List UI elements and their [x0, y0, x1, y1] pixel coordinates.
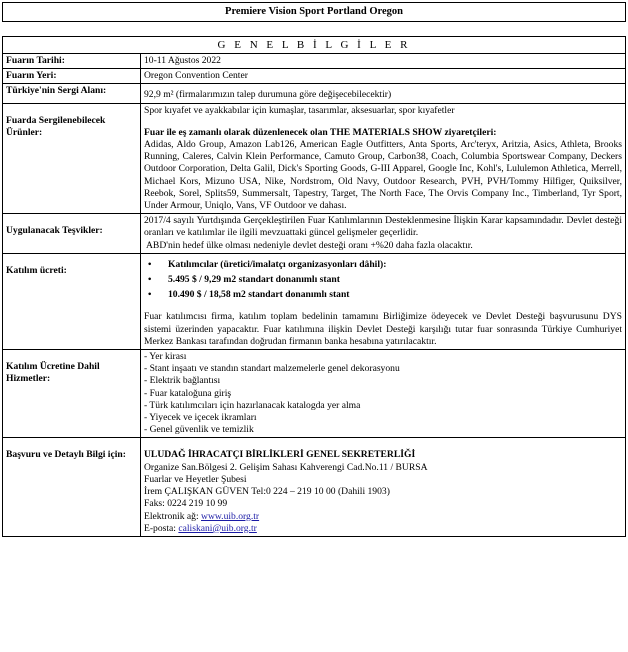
website-link[interactable]: www.uib.org.tr — [201, 510, 260, 522]
fee-item: • 5.495 $ / 9,29 m2 standart donanımlı stant — [158, 274, 622, 286]
list-item: - Yiyecek ve içecek ikramları — [144, 412, 257, 424]
services-cell — [141, 350, 626, 438]
incentives-cell — [141, 214, 626, 254]
products-intro: Spor kıyafet ve ayakkabılar için kumaşlar, tasarımlar, aksesuarlar, spor kıyafetler — [144, 104, 455, 116]
contact-org: ULUDAĞ İHRACATÇI BİRLİKLERİ GENEL SEKRETERLİĞİ — [144, 449, 416, 461]
fee-label-cell — [3, 253, 141, 349]
incentives-label: Uygulanacak Teşvikler: — [6, 225, 103, 237]
list-item: - Genel güvenlik ve temizlik — [144, 424, 254, 436]
contact-label-cell — [3, 438, 141, 536]
table-row — [3, 350, 626, 438]
table-row — [3, 84, 626, 103]
services-label: Katılım Ücretine Dahil Hizmetler: — [6, 361, 100, 385]
services-label-cell — [3, 350, 141, 438]
contact-person: İrem ÇALIŞKAN GÜVEN Tel:0 224 – 219 10 00 (Dahili 1903) — [144, 486, 390, 498]
turkey-area-value: 92,9 m² (firmalarımızın talep durumuna göre değişecebilecektir) — [144, 89, 392, 101]
contact-label: Başvuru ve Detaylı Bilgi için: — [6, 449, 126, 461]
list-item: - Türk katılımcıları için hazırlanacak katalogda yer alma — [144, 399, 361, 411]
list-item: - Fuar kataloğuna giriş — [144, 387, 232, 399]
contact-web-line — [144, 511, 622, 523]
table-row — [3, 103, 626, 214]
fair-date-value: 10-11 Ağustos 2022 — [141, 54, 626, 69]
services-list — [144, 351, 622, 436]
fee-label: Katılım ücreti: — [6, 264, 67, 276]
contact-dept: Fuarlar ve Heyetler Şubesi — [144, 473, 247, 485]
fair-date-label: Fuarın Tarihi: — [3, 54, 141, 69]
list-item: - Stant inşaatı ve standın standart malzemelerle genel dekorasyonu — [144, 363, 400, 375]
visitors-list: Adidas, Aldo Group, Amazon Lab126, American Eagle Outfitters, Anta Sports, Arc'teryx, Aritzia, Asics, Athleta, Brooks Running, Caleres, Calvin Klein Performance, Camuto Group, Carbon38, Coach, Columbia Sportswear Company, Deckers Outdoor Corporation, Delta Galil, Dick's Sporting Goods, G-III Apparel, Google Inc, Kohl's, Lululemon Athletica, Merrell, Michael Kors, Mizuno USA, Nike, Nordstrom, Old Navy, Outdoor Research, PVH, PVH/Tommy Hilfiger, Quiksilver, Reebok, Sorel, Splits59, Summersalt, Tapestry, Target, The North Face, The Orvis Company Inc., Timberland, Tyr Sport, Under Armour, Uniqlo, Vans, VF Outdoor ve dahası. — [144, 139, 622, 212]
incentives-label-cell — [3, 214, 141, 254]
document — [2, 2, 626, 537]
table-row — [3, 214, 626, 254]
list-item: - Yer kirası — [144, 351, 187, 363]
products-cell — [141, 103, 626, 214]
section-heading: G E N E L B İ L G İ L E R — [2, 36, 626, 53]
fee-cell — [141, 253, 626, 349]
table-row — [3, 438, 626, 536]
products-label: Fuarda Sergilenebilecek Ürünler: — [6, 114, 106, 138]
document-title: Premiere Vision Sport Portland Oregon — [2, 2, 626, 22]
visitors-heading: Fuar ile eş zamanlı olarak düzenlenecek olan THE MATERIALS SHOW ziyaretçileri: — [144, 126, 497, 138]
table-row — [3, 54, 626, 69]
table-row — [3, 253, 626, 349]
turkey-area-cell — [141, 84, 626, 103]
contact-email-line — [144, 523, 622, 535]
fee-list — [144, 259, 622, 302]
turkey-area-label: Türkiye'nin Sergi Alanı: — [3, 84, 141, 103]
fair-venue-label: Fuarın Yeri: — [3, 69, 141, 84]
email-label: E-posta: — [144, 522, 179, 534]
web-label: Elektronik ağ: — [144, 510, 202, 522]
incentives-para1: 2017/4 sayılı Yurtdışında Gerçekleştirilen Fuar Katılımlarının Desteklenmesine İlişkin Karar kapsamındadır. Devlet desteği oranları ve katılımlar ile ilgili mevzuattaki güncel gelişmeler geçerlidir. — [144, 215, 622, 239]
fair-venue-value: Oregon Convention Center — [141, 69, 626, 84]
contact-cell — [141, 438, 626, 536]
contact-address: Organize San.Bölgesi 2. Gelişim Sahası Kahverengi Cad.No.11 / BURSA — [144, 461, 428, 473]
email-link[interactable]: caliskani@uib.org.tr — [178, 522, 257, 534]
incentives-para2: ABD'nin hedef ülke olması nedeniyle devlet desteği oranı +%20 daha fazla olacaktır. — [146, 239, 473, 251]
fee-item: • 10.490 $ / 18,58 m2 standart donanımlı stant — [158, 289, 622, 301]
contact-fax: Faks: 0224 219 10 99 — [144, 498, 228, 510]
info-table — [2, 53, 626, 537]
table-row — [3, 69, 626, 84]
fee-item: • Katılımcılar (üretici/imalatçı organizasyonları dâhil): — [158, 259, 622, 271]
products-label-cell — [3, 103, 141, 214]
list-item: - Elektrik bağlantısı — [144, 375, 221, 387]
fee-note: Fuar katılımcısı firma, katılım toplam bedelinin tamamını Birliğimize ödeyecek ve Devlet Desteği başvurusunu DYS sistemi üzerinden yapacaktır. Fuar katılımına ilişkin Devlet Desteği karşılığı tutar fuar sonrasında Türkiye Cumhuriyet Merkez Bankası tarafından doğrudan firmanın banka hesabına yatırılacaktır. — [144, 311, 622, 347]
